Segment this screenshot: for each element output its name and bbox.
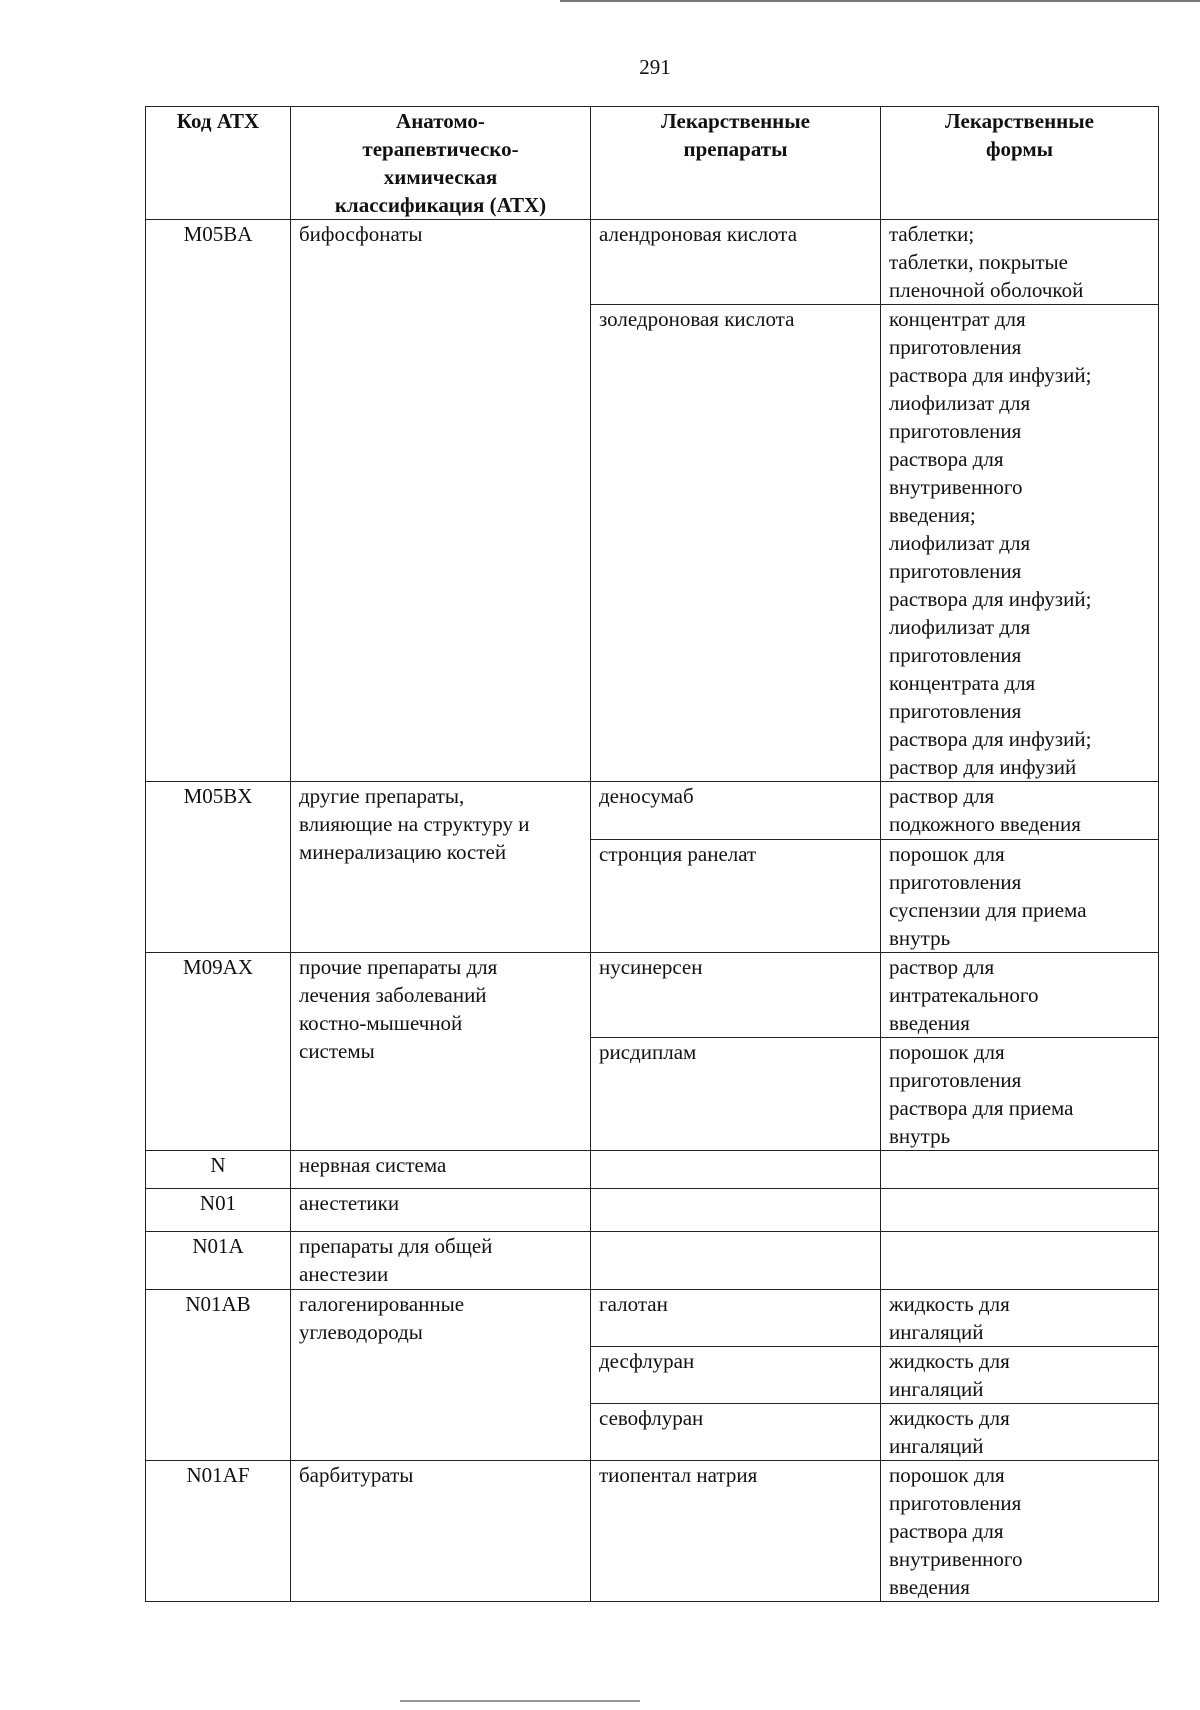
atc-code: N01A: [146, 1232, 291, 1290]
atc-class-name: другие препараты, влияющие на структуру и минерализацию костей: [291, 782, 591, 953]
drug-form: жидкость для ингаляций: [881, 1290, 1159, 1347]
table-header: [146, 107, 1159, 220]
drug-name: десфлуран: [591, 1347, 881, 1404]
drug-name: галотан: [591, 1290, 881, 1347]
atc-code: M05BX: [146, 782, 291, 953]
header-drugs: Лекарственные препараты: [591, 107, 881, 220]
atc-class-name: препараты для общей анестезии: [291, 1232, 591, 1290]
drug-form: раствор для подкожного введения: [881, 782, 1159, 840]
drug-form-empty: [881, 1189, 1159, 1232]
atc-code: N01AB: [146, 1290, 291, 1461]
drug-name: алендроновая кислота: [591, 220, 881, 305]
drug-form: порошок для приготовления раствора для приема внутрь: [881, 1038, 1159, 1151]
scan-edge-line: [560, 0, 1200, 2]
header-forms: Лекарственные формы: [881, 107, 1159, 220]
table-row: [146, 953, 1159, 1038]
drug-name-empty: [591, 1232, 881, 1290]
header-row: [146, 107, 1159, 220]
atc-code: N: [146, 1151, 291, 1189]
drug-form: жидкость для ингаляций: [881, 1347, 1159, 1404]
page-number: 291: [639, 55, 671, 79]
drug-name: деносумаб: [591, 782, 881, 840]
drug-name: нусинерсен: [591, 953, 881, 1038]
drug-form: порошок для приготовления раствора для внутривенного введения: [881, 1461, 1159, 1602]
table-row: [146, 220, 1159, 305]
table-row: [146, 1461, 1159, 1602]
drug-form-empty: [881, 1232, 1159, 1290]
table-row: [146, 1189, 1159, 1232]
table-row: [146, 1151, 1159, 1189]
header-classification: Анатомо- терапевтическо- химическая классификация (АТХ): [291, 107, 591, 220]
drug-name-empty: [591, 1189, 881, 1232]
drug-name: золедроновая кислота: [591, 305, 881, 782]
drug-form: порошок для приготовления суспензии для приема внутрь: [881, 840, 1159, 953]
drug-name: стронция ранелат: [591, 840, 881, 953]
atc-table: [145, 106, 1159, 1602]
drug-name: рисдиплам: [591, 1038, 881, 1151]
table-row: [146, 1290, 1159, 1347]
table-row: [146, 782, 1159, 840]
drug-form: таблетки; таблетки, покрытые пленочной оболочкой: [881, 220, 1159, 305]
atc-class-name: нервная система: [291, 1151, 591, 1189]
atc-class-name: анестетики: [291, 1189, 591, 1232]
atc-class-name: барбитураты: [291, 1461, 591, 1602]
header-code: Код АТХ: [146, 107, 291, 220]
drug-name: тиопентал натрия: [591, 1461, 881, 1602]
table-body: [146, 220, 1159, 1602]
drug-name: севофлуран: [591, 1404, 881, 1461]
atc-code: M05BA: [146, 220, 291, 782]
drug-form: концентрат для приготовления раствора для инфузий; лиофилизат для приготовления раствора для внутривенного введения; лиофилизат для приготовления раствора для инфузий; лиофилизат для приготовления концентрата для приготовления раствора для инфузий; раствор для инфузий: [881, 305, 1159, 782]
drug-form-empty: [881, 1151, 1159, 1189]
table-row: [146, 1232, 1159, 1290]
atc-code: M09AX: [146, 953, 291, 1151]
atc-class-name: бифосфонаты: [291, 220, 591, 782]
atc-class-name: прочие препараты для лечения заболеваний костно-мышечной системы: [291, 953, 591, 1151]
atc-class-name: галогенированные углеводороды: [291, 1290, 591, 1461]
atc-code: N01AF: [146, 1461, 291, 1602]
drug-name-empty: [591, 1151, 881, 1189]
atc-code: N01: [146, 1189, 291, 1232]
drug-form: раствор для интратекального введения: [881, 953, 1159, 1038]
drug-form: жидкость для ингаляций: [881, 1404, 1159, 1461]
scan-edge-line: [400, 1700, 640, 1702]
